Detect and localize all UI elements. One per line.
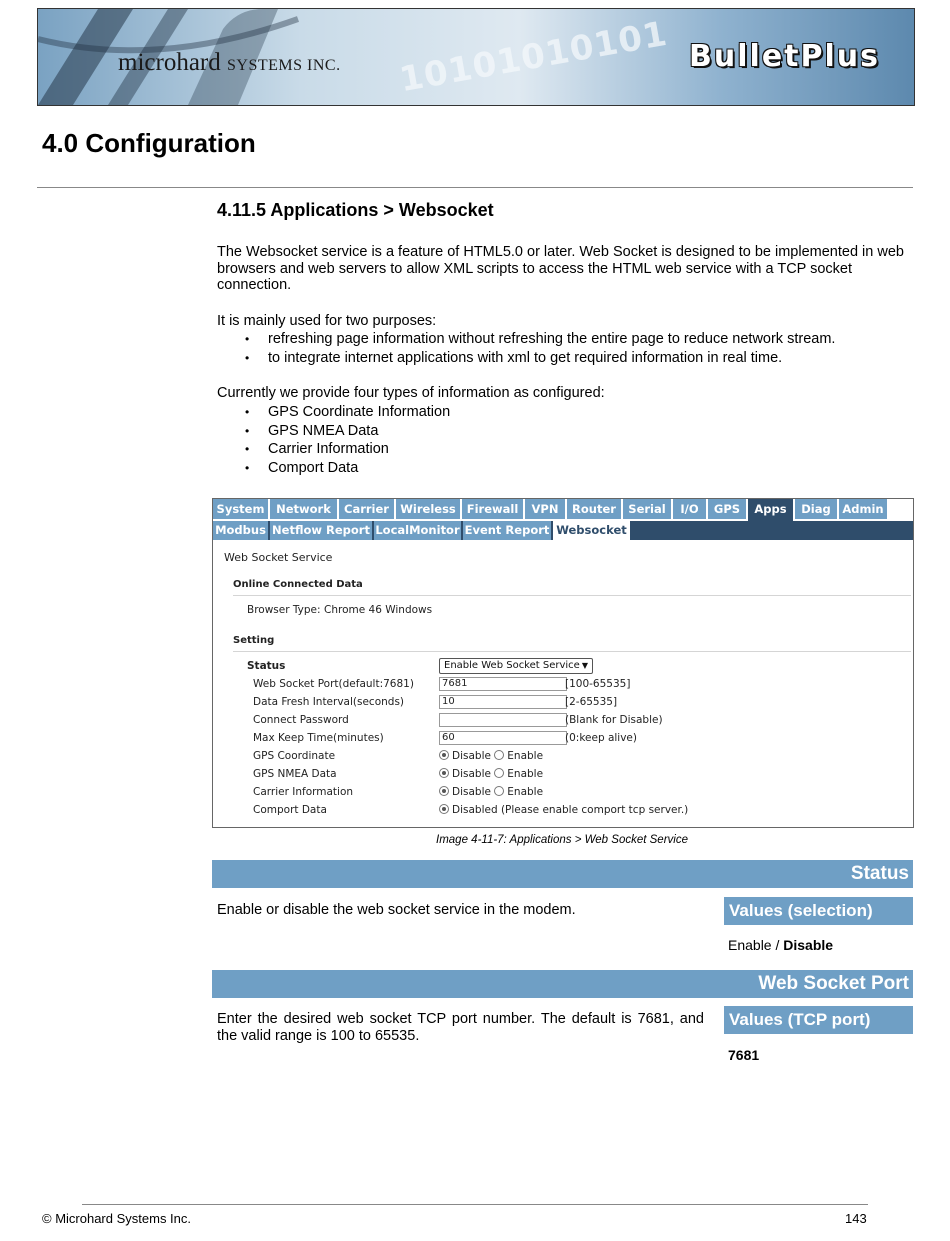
radio-disable[interactable] bbox=[439, 750, 449, 760]
port-label: Web Socket Port(default:7681) bbox=[253, 678, 414, 690]
info-types-list bbox=[217, 403, 450, 477]
figure-caption: Image 4-11-7: Applications > Web Socket Service bbox=[436, 834, 688, 846]
main-tab-bar bbox=[213, 499, 913, 521]
radio-enable[interactable] bbox=[494, 750, 504, 760]
purposes-intro: It is mainly used for two purposes: bbox=[217, 313, 437, 329]
header-banner bbox=[37, 8, 915, 106]
binary-art: 10101010101 bbox=[396, 13, 671, 101]
gps-nmea-label: GPS NMEA Data bbox=[253, 768, 337, 780]
comport-label: Comport Data bbox=[253, 804, 327, 816]
list-item: • refreshing page information without refreshing the entire page to reduce network stream. bbox=[217, 330, 835, 349]
status-select[interactable]: Enable Web Socket Service ▼ bbox=[439, 658, 593, 674]
status-values: Enable / Disable bbox=[728, 937, 834, 953]
section-title: 4.11.5 Applications > Websocket bbox=[217, 200, 494, 220]
carrier-info-radios: Disable Enable bbox=[439, 786, 543, 798]
list-item: • GPS Coordinate Information bbox=[217, 403, 450, 422]
purposes-list bbox=[217, 330, 835, 367]
browser-type-label: Browser Type: bbox=[247, 604, 321, 616]
company-logo: microhard SYSTEMS INC. bbox=[118, 49, 341, 76]
radio-enable[interactable] bbox=[494, 786, 504, 796]
refresh-label: Data Fresh Interval(seconds) bbox=[253, 696, 405, 708]
refresh-hint: [2-65535] bbox=[565, 696, 618, 708]
subtab-event-report[interactable]: Event Report bbox=[463, 521, 553, 540]
list-item: • to integrate internet applications with xml to get required information in real time. bbox=[217, 349, 835, 368]
port-value: 7681 bbox=[728, 1047, 760, 1063]
chapter-title: 4.0 Configuration bbox=[42, 128, 256, 158]
refresh-input[interactable]: 10 bbox=[439, 695, 567, 709]
port-section-bar: Web Socket Port bbox=[212, 970, 913, 998]
tab-firewall[interactable]: Firewall bbox=[462, 499, 525, 519]
header-rule bbox=[37, 187, 913, 188]
info-intro: Currently we provide four types of information as configured: bbox=[217, 385, 605, 401]
divider bbox=[233, 651, 911, 652]
tab-io[interactable]: I/O bbox=[673, 499, 708, 519]
tab-network[interactable]: Network bbox=[270, 499, 339, 519]
tab-admin[interactable]: Admin bbox=[839, 499, 889, 519]
port-description: Enter the desired web socket TCP port number. The default is 7681, and the valid range is 100 to 65535. bbox=[217, 1011, 704, 1044]
online-heading: Online Connected Data bbox=[233, 579, 363, 590]
tab-serial[interactable]: Serial bbox=[623, 499, 673, 519]
setting-heading: Setting bbox=[233, 635, 275, 646]
password-hint: (Blank for Disable) bbox=[565, 714, 663, 726]
tab-router[interactable]: Router bbox=[567, 499, 623, 519]
tab-vpn[interactable]: VPN bbox=[525, 499, 567, 519]
footer-rule bbox=[82, 1204, 868, 1205]
tab-apps[interactable]: Apps bbox=[748, 499, 795, 521]
tab-diag[interactable]: Diag bbox=[795, 499, 839, 519]
tab-system[interactable]: System bbox=[213, 499, 270, 519]
subtab-websocket[interactable]: Websocket bbox=[553, 521, 632, 540]
status-section-bar: Status bbox=[212, 860, 913, 888]
status-description: Enable or disable the web socket service in the modem. bbox=[217, 902, 576, 918]
radio-disabled[interactable] bbox=[439, 804, 449, 814]
list-item: • GPS NMEA Data bbox=[217, 422, 450, 441]
subtab-localmonitor[interactable]: LocalMonitor bbox=[374, 521, 463, 540]
keep-time-input[interactable]: 60 bbox=[439, 731, 567, 745]
radio-disable[interactable] bbox=[439, 786, 449, 796]
panel-title: Web Socket Service bbox=[224, 551, 333, 564]
gps-coordinate-label: GPS Coordinate bbox=[253, 750, 336, 762]
list-item: • Comport Data bbox=[217, 459, 450, 478]
tab-carrier[interactable]: Carrier bbox=[339, 499, 396, 519]
port-input[interactable]: 7681 bbox=[439, 677, 567, 691]
password-input[interactable] bbox=[439, 713, 567, 727]
product-logo: BulletPlus bbox=[689, 39, 880, 74]
subtab-netflow-report[interactable]: Netflow Report bbox=[270, 521, 374, 540]
keep-time-hint: (0:keep alive) bbox=[565, 732, 637, 744]
carrier-info-label: Carrier Information bbox=[253, 786, 354, 798]
gps-nmea-radios: Disable Enable bbox=[439, 768, 543, 780]
status-values-header: Values (selection) bbox=[724, 897, 913, 925]
subtab-modbus[interactable]: Modbus bbox=[213, 521, 270, 540]
port-hint: [100-65535] bbox=[565, 678, 631, 690]
tab-wireless[interactable]: Wireless bbox=[396, 499, 462, 519]
comport-radio: Disabled (Please enable comport tcp server.) bbox=[439, 804, 688, 816]
port-values-header: Values (TCP port) bbox=[724, 1006, 913, 1034]
chevron-down-icon: ▼ bbox=[581, 661, 588, 670]
radio-enable[interactable] bbox=[494, 768, 504, 778]
keep-time-label: Max Keep Time(minutes) bbox=[253, 732, 384, 744]
password-label: Connect Password bbox=[253, 714, 349, 726]
tab-gps[interactable]: GPS bbox=[708, 499, 748, 519]
radio-disable[interactable] bbox=[439, 768, 449, 778]
footer-copyright: © Microhard Systems Inc. bbox=[42, 1211, 192, 1226]
page-number: 143 bbox=[845, 1211, 867, 1226]
status-label: Status bbox=[247, 660, 286, 672]
intro-paragraph: The Websocket service is a feature of HTML5.0 or later. Web Socket is designed to be implemented in web browsers and web servers to allow XML scripts to access the HTML web service with a TCP socket connection. bbox=[217, 244, 904, 294]
divider bbox=[233, 595, 911, 596]
list-item: • Carrier Information bbox=[217, 440, 450, 459]
sub-tab-bar bbox=[213, 521, 913, 540]
gps-coordinate-radios: Disable Enable bbox=[439, 750, 543, 762]
websocket-screenshot bbox=[212, 498, 914, 828]
browser-type-value: Chrome 46 Windows bbox=[324, 604, 433, 616]
